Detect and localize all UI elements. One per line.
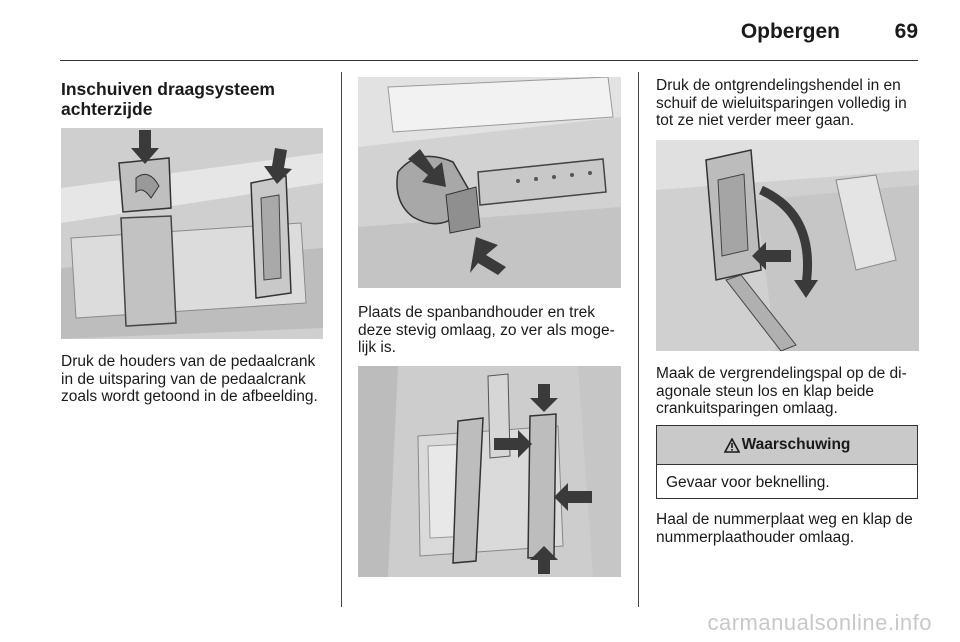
- instruction-text-2: Plaats de spanbandhouder en trek deze stevig omlaag, zo ver als moge- lijk is.: [358, 304, 615, 356]
- instruction-text-3: Druk de ontgrendelingshendel in en schuif de wieluitsparingen volledig in tot ze niet verder meer gaan.: [656, 77, 907, 129]
- warning-header: [657, 426, 917, 465]
- page-number: 69: [894, 20, 918, 43]
- warning-triangle-icon: [724, 438, 740, 453]
- page-title: Opbergen: [740, 20, 840, 43]
- warning-text: Gevaar voor beknelling.: [666, 474, 830, 491]
- instruction-text-5: Haal de nummerplaat weg en klap de nummerplaathouder omlaag.: [656, 511, 913, 546]
- figure-strap-holder: [358, 77, 621, 288]
- warning-title: Waarschuwing: [741, 436, 851, 453]
- figure-carrier-overview: [358, 366, 621, 577]
- column-divider-1: [341, 72, 342, 607]
- watermark: carmanualsonline.info: [707, 610, 932, 635]
- warning-box: [656, 425, 918, 499]
- header-rule: [60, 60, 918, 61]
- section-heading: Inschuiven draagsysteem achterzijde: [61, 79, 275, 119]
- figure-pedal-crank-holders: [61, 128, 323, 339]
- instruction-text-4: Maak de vergrendelingspal op de di- agonale steun los en klap beide crankuitsparingen omlaag.: [656, 365, 907, 417]
- figure-release-lever: [656, 140, 919, 351]
- instruction-text-1: Druk de houders van de pedaalcrank in de uitsparing van de pedaalcrank zoals wordt getoond in de afbeelding.: [61, 353, 318, 405]
- page-header: [0, 0, 960, 62]
- column-divider-2: [638, 72, 639, 607]
